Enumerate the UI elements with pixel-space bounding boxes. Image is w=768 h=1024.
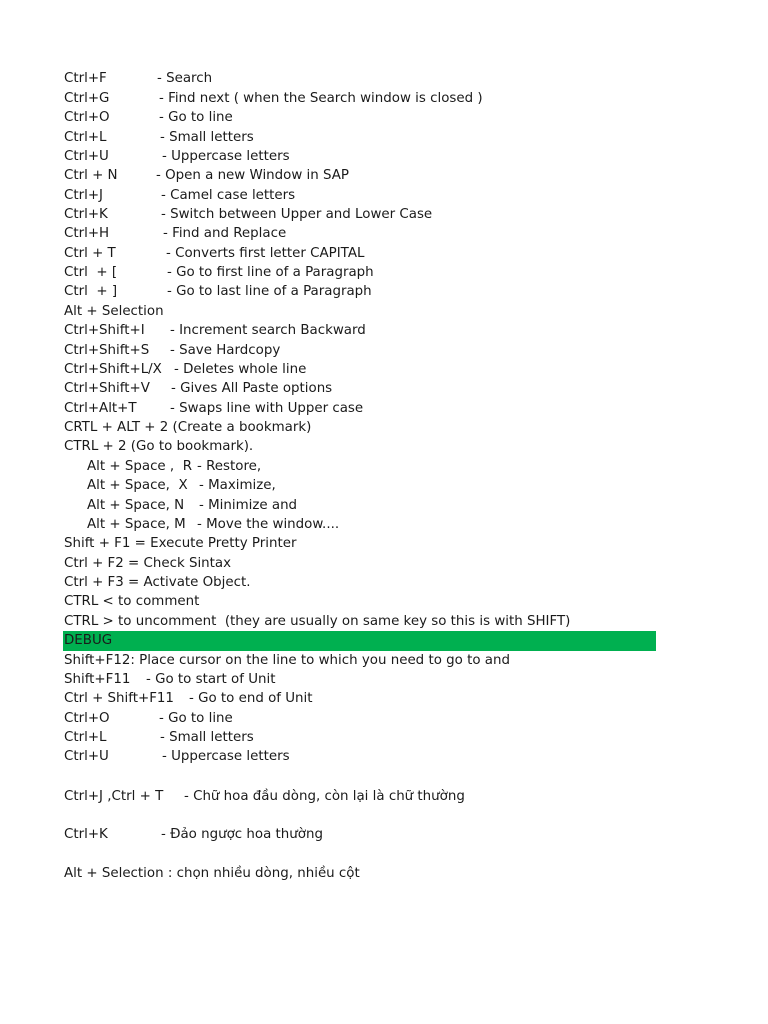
shortcut-line [64, 224, 287, 243]
shortcut-key: Ctrl + T [64, 246, 116, 261]
shortcut-desc: - Move the window.... [197, 517, 340, 532]
shortcut-key: Ctrl + N [64, 168, 118, 183]
shortcut-key: Ctrl+Shift+V [64, 381, 150, 396]
shortcut-desc: - Save Hardcopy [170, 343, 281, 358]
shortcut-desc: - Uppercase letters [162, 149, 290, 164]
shortcut-line [64, 302, 164, 321]
shortcut-line [64, 147, 290, 166]
debug-line [64, 728, 254, 747]
shortcut-desc: - Maximize, [199, 478, 276, 493]
shortcut-key: Ctrl+F [64, 71, 107, 86]
shortcut-key: Ctrl+J ,Ctrl + T [64, 789, 164, 804]
shortcut-line [64, 341, 281, 360]
shortcut-key: Ctrl+U [64, 149, 109, 164]
shortcut-desc: - Switch between Upper and Lower Case [161, 207, 433, 222]
shortcut-line [64, 166, 350, 185]
debug-line [64, 670, 276, 689]
shortcut-key: Ctrl+U [64, 749, 109, 764]
shortcut-desc: - Go to last line of a Paragraph [167, 284, 372, 299]
shortcut-key: Ctrl + [ [64, 265, 118, 280]
shortcut-desc: - Increment search Backward [170, 323, 366, 338]
shortcut-key: Ctrl + ] [64, 284, 118, 299]
shortcut-line [64, 360, 307, 379]
shortcut-desc: - Small letters [160, 730, 254, 745]
shortcut-key: Ctrl+Shift+I [64, 323, 145, 338]
shortcut-desc: - Camel case letters [161, 188, 296, 203]
shortcut-key: Ctrl + Shift+F11 [64, 691, 174, 706]
shortcut-desc: - Open a new Window in SAP [156, 168, 350, 183]
shortcut-desc: - Chữ hoa đầu dòng, còn lại là chữ thường [184, 789, 465, 804]
editor-line: Ctrl + F2 = Check Sintax [64, 556, 232, 571]
shortcut-line [64, 89, 483, 108]
window-shortcut-line [87, 496, 298, 515]
shortcut-line [64, 186, 296, 205]
shortcut-desc: - Minimize and [199, 498, 298, 513]
shortcut-line [64, 263, 374, 282]
shortcut-key: Ctrl+K [64, 207, 108, 222]
shortcut-line [64, 205, 433, 224]
shortcut-desc: - Gives All Paste options [171, 381, 333, 396]
shortcut-desc: - Restore, [197, 459, 262, 474]
shortcut-desc: - Go to first line of a Paragraph [167, 265, 374, 280]
debug-line [64, 709, 233, 728]
shortcut-key: Alt + Space, N [87, 498, 185, 513]
editor-line: CTRL < to comment [64, 594, 200, 609]
shortcut-key: Shift+F12: Place cursor on the line to which you need to go to and [64, 653, 510, 668]
shortcut-line [64, 108, 233, 127]
shortcut-desc: - Find next ( when the Search window is closed ) [159, 91, 483, 106]
shortcut-key: Ctrl+L [64, 130, 107, 145]
window-shortcut-line [87, 515, 340, 534]
shortcut-key: Ctrl+Shift+L/X [64, 362, 162, 377]
note-line [64, 864, 360, 883]
shortcut-line [64, 379, 333, 398]
window-shortcut-line [87, 476, 276, 495]
shortcut-desc: - Go to end of Unit [189, 691, 313, 706]
shortcut-desc: - Small letters [160, 130, 254, 145]
shortcut-desc: - Find and Replace [163, 226, 287, 241]
shortcut-desc: - Go to line [159, 711, 233, 726]
shortcut-desc: - Go to line [159, 110, 233, 125]
editor-line: CTRL > to uncomment (they are usually on same key so this is with SHIFT) [64, 614, 571, 629]
shortcut-key: Alt + Space, M [87, 517, 186, 532]
shortcut-desc: - Deletes whole line [174, 362, 307, 377]
debug-line [64, 747, 290, 766]
shortcut-key: Alt + Space, X [87, 478, 188, 493]
shortcut-desc: - Uppercase letters [162, 749, 290, 764]
shortcut-desc: - Go to start of Unit [146, 672, 276, 687]
shortcut-key: Alt + Space , R [87, 459, 193, 474]
editor-line: Shift + F1 = Execute Pretty Printer [64, 536, 297, 551]
shortcut-key: Ctrl+O [64, 711, 110, 726]
shortcut-line [64, 244, 365, 263]
debug-heading-label: DEBUG [64, 633, 113, 648]
shortcut-key: Ctrl+J [64, 188, 103, 203]
debug-heading [63, 631, 656, 651]
note-line [64, 787, 465, 806]
editor-line: Ctrl + F3 = Activate Object. [64, 575, 251, 590]
shortcut-key: Ctrl+K [64, 827, 108, 842]
shortcut-key: Shift+F11 [64, 672, 131, 687]
shortcut-line [64, 282, 372, 301]
shortcut-line [64, 321, 366, 340]
shortcut-key: Ctrl+Shift+S [64, 343, 150, 358]
debug-line [64, 651, 510, 670]
shortcut-key: Ctrl+Alt+T [64, 401, 137, 416]
shortcut-key: Ctrl+H [64, 226, 110, 241]
note-line [64, 825, 323, 844]
shortcut-key: Ctrl+G [64, 91, 110, 106]
shortcut-desc: - Converts first letter CAPITAL [166, 246, 365, 261]
shortcut-desc: - Search [157, 71, 213, 86]
bookmark-line: CRTL + ALT + 2 (Create a bookmark) [64, 420, 312, 435]
shortcut-desc: - Swaps line with Upper case [170, 401, 364, 416]
shortcut-line [64, 399, 364, 418]
shortcut-line [64, 128, 254, 147]
shortcut-key: Alt + Selection : chọn nhiều dòng, nhiều cột [64, 866, 360, 881]
shortcut-key: Alt + Selection [64, 304, 164, 319]
bookmark-line: CTRL + 2 (Go to bookmark). [64, 439, 254, 454]
debug-line [64, 689, 313, 708]
window-shortcut-line [87, 457, 262, 476]
shortcut-desc: - Đảo ngược hoa thường [161, 827, 323, 842]
shortcut-key: Ctrl+O [64, 110, 110, 125]
shortcut-line [64, 69, 213, 88]
shortcut-key: Ctrl+L [64, 730, 107, 745]
